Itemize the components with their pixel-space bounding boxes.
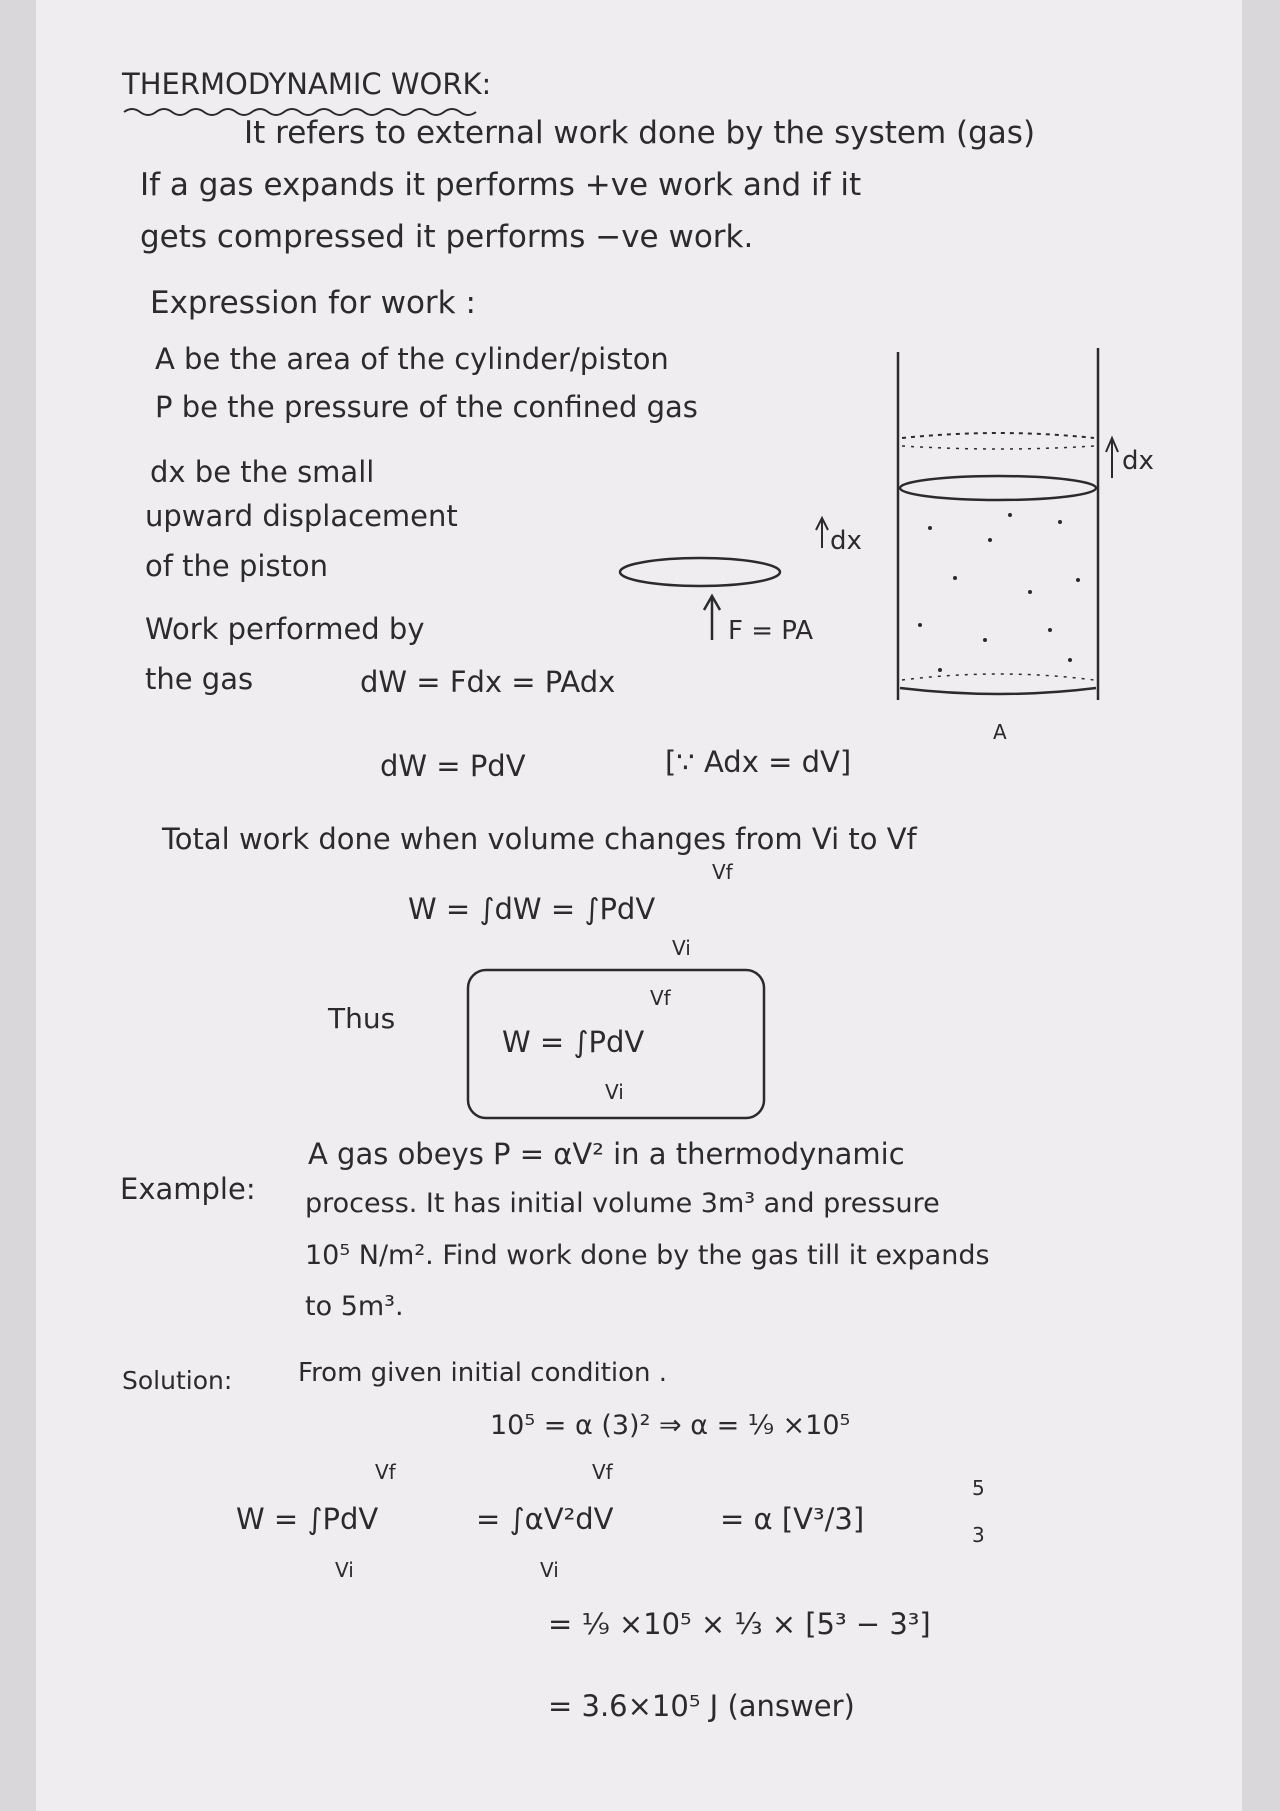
solution-step-2-lhs: W = ∫PdV <box>236 1502 379 1536</box>
solution-line-1: From given initial condition . <box>298 1358 668 1388</box>
boxed-lower: Vi <box>605 1080 624 1104</box>
example-line-3: 10⁵ N/m². Find work done by the gas till it expands <box>305 1240 990 1271</box>
bracket-upper-limit: 5 <box>972 1476 985 1500</box>
solution-result: = 3.6×10⁵ J (answer) <box>548 1689 855 1723</box>
w-integral-lower: Vi <box>672 936 691 960</box>
def-disp-3: of the piston <box>145 549 329 583</box>
boxed-upper: Vf <box>650 986 671 1010</box>
thus-label: Thus <box>328 1002 396 1035</box>
def-work-2: the gas <box>145 662 254 696</box>
expression-heading: Expression for work : <box>150 285 476 321</box>
page-title: THERMODYNAMIC WORK: <box>122 67 492 101</box>
w-integral-upper: Vf <box>712 860 733 884</box>
def-area: A be the area of the cylinder/piston <box>155 342 669 376</box>
solution-step-2-mid: = ∫αV²dV <box>476 1502 614 1536</box>
example-label: Example: <box>120 1172 256 1206</box>
step2-lhs-upper: Vf <box>375 1460 396 1484</box>
solution-step-3: = ¹⁄₉ ×10⁵ × ⅓ × [5³ − 3³] <box>548 1607 931 1641</box>
intro-line-2: If a gas expands it performs +ve work and if it <box>140 167 862 203</box>
def-work-1: Work performed by <box>145 612 425 646</box>
solution-label: Solution: <box>122 1366 233 1395</box>
def-disp-1: dx be the small <box>150 455 375 489</box>
solution-step-1: 10⁵ = α (3)² ⇒ α = ¹⁄₉ ×10⁵ <box>490 1410 851 1441</box>
step2-mid-lower: Vi <box>540 1558 559 1582</box>
dx-label-piston: dx <box>830 526 862 556</box>
eq-dw-force: dW = Fdx = PAdx <box>360 665 616 699</box>
area-label: A <box>993 720 1007 744</box>
eq-because: [∵ Adx = dV] <box>665 745 852 779</box>
eq-dw-pdv: dW = PdV <box>380 749 526 783</box>
example-line-4: to 5m³. <box>305 1291 404 1322</box>
w-integral: W = ∫dW = ∫PdV <box>408 892 656 926</box>
dx-label-cylinder: dx <box>1122 446 1154 476</box>
intro-line-3: gets compressed it performs −ve work. <box>140 219 754 255</box>
step2-lhs-lower: Vi <box>335 1558 354 1582</box>
example-line-1: A gas obeys P = αV² in a thermodynamic <box>308 1137 905 1171</box>
force-label: F = PA <box>728 616 814 646</box>
example-line-2: process. It has initial volume 3m³ and pressure <box>305 1188 940 1219</box>
boxed-equation: W = ∫PdV <box>502 1025 645 1059</box>
def-pressure: P be the pressure of the confined gas <box>155 390 698 424</box>
total-work-text: Total work done when volume changes from Vi to Vf <box>162 822 917 856</box>
bracket-lower-limit: 3 <box>972 1523 985 1547</box>
intro-line-1: It refers to external work done by the system (gas) <box>244 115 1036 151</box>
step2-mid-upper: Vf <box>592 1460 613 1484</box>
def-disp-2: upward displacement <box>145 499 458 533</box>
solution-step-2-rhs: = α [V³/3] <box>720 1502 865 1536</box>
